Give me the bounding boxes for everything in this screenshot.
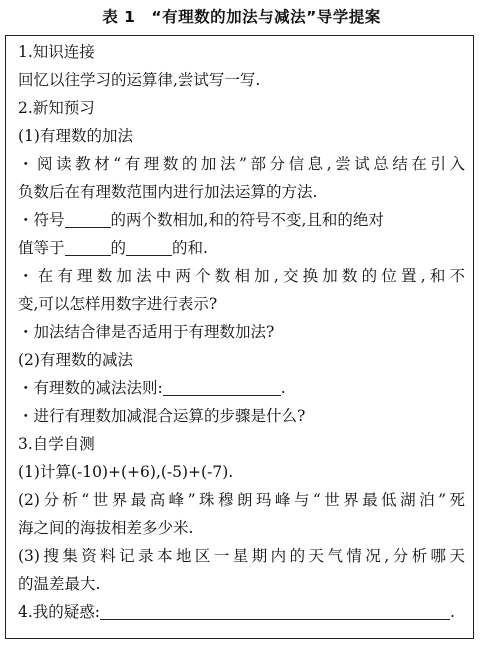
addition-item-4: ・加法结合律是否适用于有理数加法? (18, 323, 275, 341)
section-3-heading: 3.自学自测 (18, 435, 95, 453)
text-fragment: 4.我的疑惑: (18, 603, 101, 621)
fill-blank-1[interactable] (65, 209, 111, 228)
text-fragment: ・符号 (18, 211, 65, 229)
addition-item-1-line-2: 负数后在有理数范围内进行加法运算的方法. (18, 183, 318, 201)
text-fragment: 的和. (172, 239, 208, 257)
fill-blank-doubts[interactable] (100, 601, 450, 620)
self-test-q2-line-1: (2)分析“世界最高峰”珠穆朗玛峰与“世界最低湖泊”死 (18, 491, 465, 509)
addition-item-3-line-2: 变,可以怎样用数字进行表示? (18, 295, 218, 313)
section-4-doubts (18, 601, 465, 623)
text-fragment: . (450, 603, 455, 621)
section-2-sub-addition: (1)有理数的加法 (18, 127, 133, 145)
self-test-q3-line-1: (3)搜集资料记录本地区一星期内的天气情况,分析哪天 (18, 547, 465, 565)
fill-blank-2[interactable] (65, 237, 111, 256)
worksheet-box (5, 35, 474, 639)
self-test-q2-line-2: 海之间的海拔相差多少米. (18, 519, 194, 537)
addition-item-1-line-1: ・阅读教材“有理数的加法”部分信息,尝试总结在引入 (18, 155, 465, 173)
text-fragment: . (280, 379, 286, 397)
self-test-q3-line-2: 的温差最大. (18, 575, 101, 593)
fill-blank-3[interactable] (126, 237, 172, 256)
fill-blank-4[interactable] (163, 377, 281, 396)
section-1-heading: 1.知识连接 (18, 43, 95, 61)
subtraction-item-2: ・进行有理数加减混合运算的步骤是什么? (18, 407, 306, 425)
addition-item-2-line-1 (18, 209, 465, 231)
section-1-text: 回忆以往学习的运算律,尝试写一写. (18, 71, 261, 89)
text-fragment: 值等于 (18, 239, 65, 257)
text-fragment: 的 (110, 239, 127, 257)
self-test-q1: (1)计算(-10)+(+6),(-5)+(-7). (18, 463, 234, 481)
addition-item-3-line-1: ・在有理数加法中两个数相加,交换加数的位置,和不 (18, 267, 465, 285)
addition-item-2-line-2 (18, 237, 465, 259)
section-2-heading: 2.新知预习 (18, 99, 95, 117)
text-fragment: 的两个数相加,和的符号不变,且和的绝对 (110, 211, 384, 229)
text-fragment: ・有理数的减法法则: (18, 379, 163, 397)
section-2-sub-subtraction: (2)有理数的减法 (18, 351, 133, 369)
subtraction-item-1 (18, 377, 465, 399)
table-title: 表 1 “有理数的加法与减法”导学提案 (102, 8, 381, 26)
